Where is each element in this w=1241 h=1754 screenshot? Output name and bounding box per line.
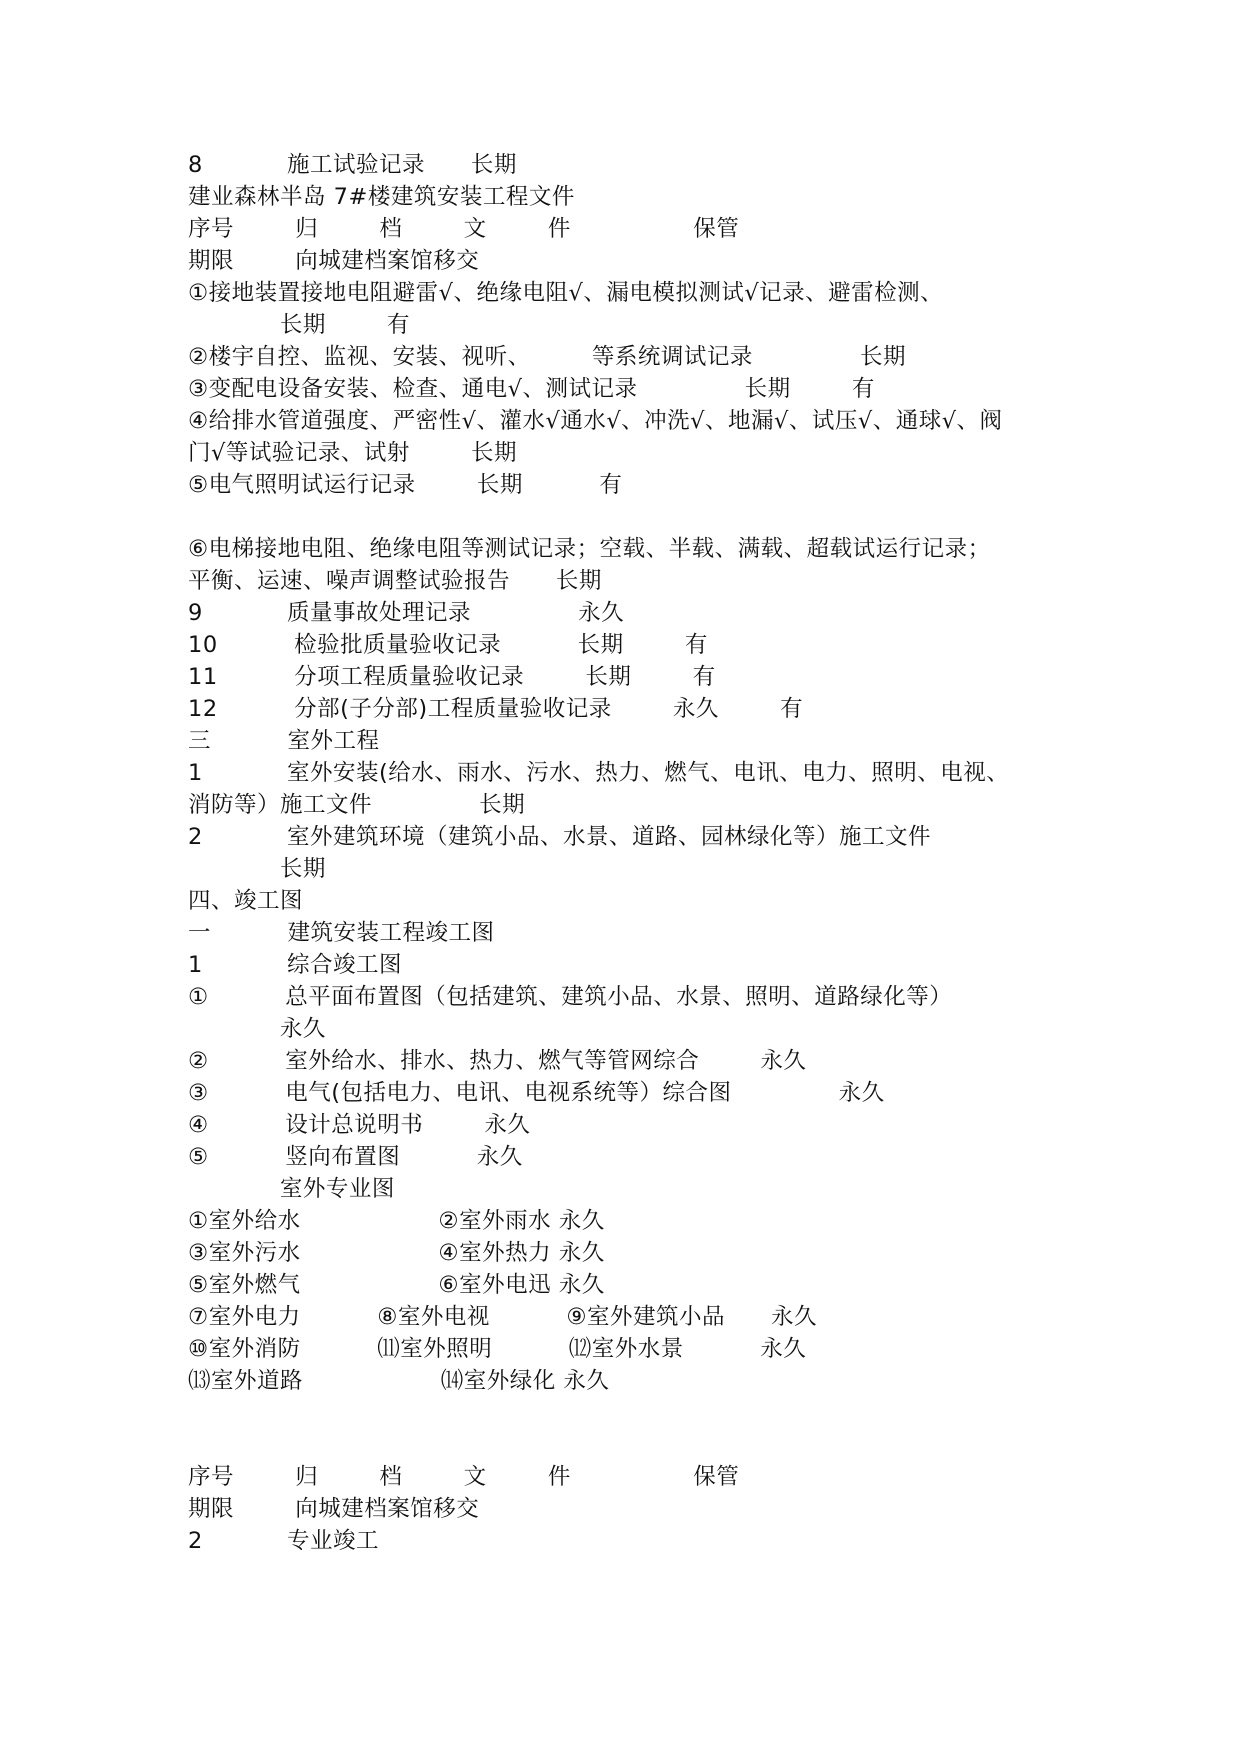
text-line: ③ 电气(包括电力、电讯、电视系统等）综合图 永久 [188, 1080, 885, 1106]
text-line: ①接地装置接地电阻避雷√、绝缘电阻√、漏电模拟测试√记录、避雷检测、 [188, 280, 944, 306]
text-line: 1 综合竣工图 [188, 952, 402, 978]
text-line: ⑦室外电力 ⑧室外电视 ⑨室外建筑小品 永久 [188, 1304, 817, 1330]
text-line: ⑤电气照明试运行记录 长期 有 [188, 472, 623, 498]
text-line: 门√等试验记录、试射 长期 [188, 440, 518, 466]
text-line: ⑥电梯接地电阻、绝缘电阻等测试记录；空载、半载、满载、超载试运行记录； [188, 536, 991, 562]
text-line: 2 专业竣工 [188, 1528, 379, 1554]
text-line: ⑤ 竖向布置图 永久 [188, 1144, 523, 1170]
text-line: 序号 归 档 文 件 保管 [188, 216, 740, 242]
text-line: 期限 向城建档案馆移交 [188, 1496, 480, 1522]
text-line: ③室外污水 ④室外热力 永久 [188, 1240, 605, 1266]
text-line: ④给排水管道强度、严密性√、灌水√通水√、冲洗√、地漏√、试压√、通球√、阀 [188, 408, 1003, 434]
text-line: ②楼宇自控、监视、安装、视听、 等系统调试记录 长期 [188, 344, 907, 370]
text-line: 10 检验批质量验收记录 长期 有 [188, 632, 708, 658]
text-line: ④ 设计总说明书 永久 [188, 1112, 531, 1138]
text-line: 2 室外建筑环境（建筑小品、水景、道路、园林绿化等）施工文件 [188, 824, 931, 850]
text-line: ⑩室外消防 ⑾室外照明 ⑿室外水景 永久 [188, 1336, 807, 1362]
text-line: 9 质量事故处理记录 永久 [188, 600, 625, 626]
text-line: ①室外给水 ②室外雨水 永久 [188, 1208, 605, 1234]
text-line: ⒀室外道路 ⒁室外绿化 永久 [188, 1368, 610, 1394]
text-line: ⑤室外燃气 ⑥室外电迅 永久 [188, 1272, 605, 1298]
text-line: 长期 有 [188, 312, 411, 338]
text-line: 永久 [188, 1016, 326, 1042]
text-line: 三 室外工程 [188, 728, 380, 754]
text-line: 长期 [188, 856, 326, 882]
text-line: 一 建筑安装工程竣工图 [188, 920, 495, 946]
text-line: 平衡、运速、噪声调整试验报告 长期 [188, 568, 602, 594]
text-line: ② 室外给水、排水、热力、燃气等管网综合 永久 [188, 1048, 807, 1074]
text-line: 1 室外安装(给水、雨水、污水、热力、燃气、电讯、电力、照明、电视、 [188, 760, 1010, 786]
text-line: 序号 归 档 文 件 保管 [188, 1464, 740, 1490]
text-line: 消防等）施工文件 长期 [188, 792, 526, 818]
text-line: 室外专业图 [188, 1176, 395, 1202]
text-line: 11 分项工程质量验收记录 长期 有 [188, 664, 716, 690]
text-line: 12 分部(子分部)工程质量验收记录 永久 有 [188, 696, 804, 722]
text-line: 四、竣工图 [188, 888, 304, 914]
text-line: ① 总平面布置图（包括建筑、建筑小品、水景、照明、道路绿化等） [188, 984, 953, 1010]
text-line: ③变配电设备安装、检查、通电√、测试记录 长期 有 [188, 376, 875, 402]
text-line: 期限 向城建档案馆移交 [188, 248, 480, 274]
text-line: 建业森林半岛 7#楼建筑安装工程文件 [188, 184, 575, 210]
text-line: 8 施工试验记录 长期 [188, 152, 517, 178]
